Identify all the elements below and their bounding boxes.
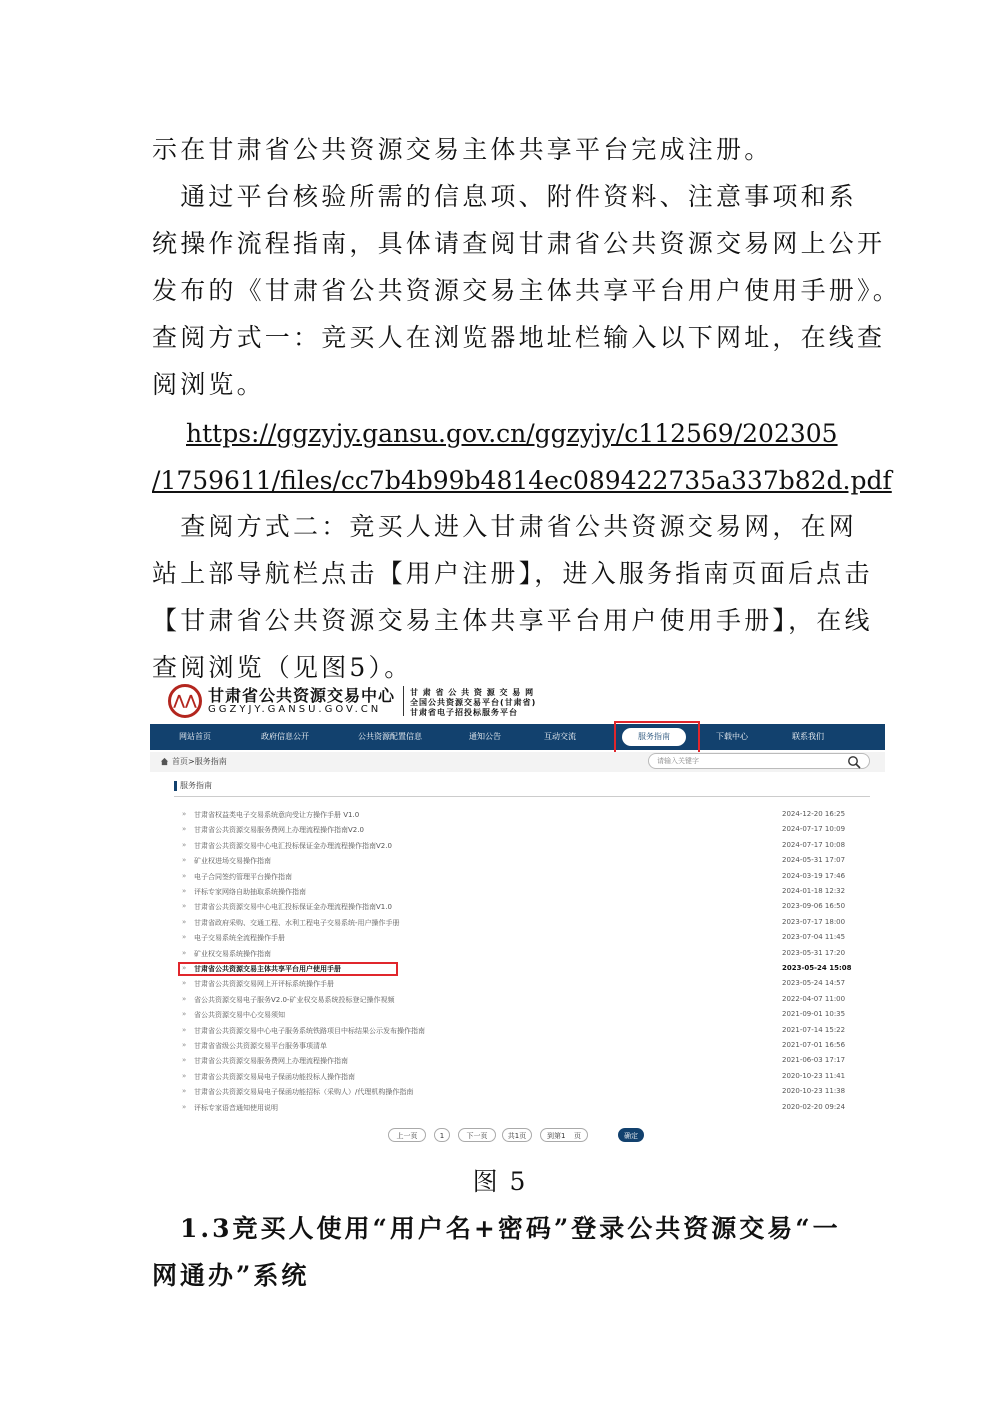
logo-divider bbox=[403, 686, 404, 716]
url-link-line[interactable]: https://ggzyjy.gansu.gov.cn/ggzyjy/c112569/202305 bbox=[186, 419, 838, 448]
confirm-button[interactable]: 确定 bbox=[618, 1128, 644, 1142]
panel-title-marker bbox=[174, 781, 177, 791]
bullet-icon: » bbox=[182, 887, 187, 895]
nav-highlight-box bbox=[614, 721, 700, 754]
list-item-date: 2023-05-24 15:08 bbox=[782, 964, 852, 972]
list-item-date: 2021-09-01 10:35 bbox=[782, 1010, 846, 1019]
nav-item-gov-info[interactable]: 政府信息公开 bbox=[261, 732, 309, 741]
list-item[interactable] bbox=[170, 1103, 870, 1117]
paragraph-line: 阅浏览。 bbox=[152, 370, 265, 399]
nav-item-downloads[interactable]: 下载中心 bbox=[716, 732, 748, 741]
bullet-icon: » bbox=[182, 871, 187, 880]
list-item[interactable] bbox=[170, 1056, 870, 1070]
list-item-title[interactable]: 甘肃省公共资源交易中心电子服务系统铁路项目中标结果公示发布操作指南 bbox=[194, 1026, 425, 1035]
list-item-title[interactable]: 甘肃省公共资源交易服务费网上办理流程操作指南V2.0 bbox=[194, 826, 364, 835]
list-item-title[interactable]: 甘肃省公共资源交易服务费网上办理流程操作指南 bbox=[194, 1057, 348, 1066]
list-item[interactable] bbox=[170, 949, 870, 963]
nav-item-contact[interactable]: 联系我们 bbox=[792, 732, 824, 741]
paragraph-line: 示在甘肃省公共资源交易主体共享平台完成注册。 bbox=[152, 135, 773, 164]
list-item-date: 2020-10-23 11:41 bbox=[782, 1071, 846, 1080]
list-item-title[interactable]: 甘肃省公共资源交易局电子保函功能投标人操作指南 bbox=[194, 1072, 355, 1081]
list-item-date: 2022-04-07 11:00 bbox=[782, 994, 846, 1003]
list-item-date: 2023-09-06 16:50 bbox=[782, 902, 846, 911]
figure-website-screenshot bbox=[150, 680, 885, 1150]
logo-subtitle: 全国公共资源交易平台(甘肃省) bbox=[410, 698, 537, 707]
paragraph-line: 站上部导航栏点击【用户注册】，进入服务指南页面后点击 bbox=[152, 559, 873, 588]
list-item-title[interactable]: 电子交易系统全流程操作手册 bbox=[194, 934, 285, 943]
list-item-date: 2024-05-31 17:07 bbox=[782, 856, 846, 865]
paragraph-line: 查阅方式一：竞买人在浏览器地址栏输入以下网址，在线查 bbox=[152, 323, 886, 352]
total-pages-label: 共1页 bbox=[502, 1128, 532, 1142]
bullet-icon: » bbox=[182, 1102, 187, 1111]
nav-item-notices[interactable]: 通知公告 bbox=[469, 732, 501, 741]
list-item-title[interactable]: 甘肃省公共资源交易中心电汇投标保证金办理流程操作指南V1.0 bbox=[194, 903, 392, 912]
bullet-icon: » bbox=[182, 933, 187, 942]
list-item-title[interactable]: 甘肃省公共资源交易中心电汇投标保证金办理流程操作指南V2.0 bbox=[194, 841, 392, 850]
paragraph-line: 查阅浏览（见图5）。 bbox=[152, 653, 413, 682]
bullet-icon: » bbox=[182, 810, 187, 818]
bullet-icon: » bbox=[182, 1041, 187, 1049]
list-item[interactable] bbox=[170, 872, 870, 886]
list-item-title[interactable]: 电子合同签约管理平台操作指南 bbox=[194, 872, 292, 881]
pagination bbox=[150, 1128, 885, 1144]
goto-page-label: 到第1 bbox=[547, 1132, 566, 1140]
goto-page-unit: 页 bbox=[574, 1132, 581, 1140]
list-item-date: 2023-05-24 14:57 bbox=[782, 979, 846, 988]
logo-subtitle: 甘 肃 省 公 共 资 源 交 易 网 bbox=[410, 688, 535, 697]
list-item-title[interactable]: 甘肃省权益类电子交易系统意向受让方操作手册 V1.0 bbox=[194, 811, 360, 819]
next-page-button[interactable]: 下一页 bbox=[458, 1128, 496, 1142]
list-item[interactable] bbox=[170, 1010, 870, 1024]
list-item[interactable] bbox=[170, 856, 870, 870]
list-item[interactable] bbox=[170, 979, 870, 993]
bullet-icon: » bbox=[182, 948, 187, 957]
bullet-icon: » bbox=[182, 1056, 187, 1065]
page-number-button[interactable]: 1 bbox=[434, 1128, 450, 1142]
bullet-icon: » bbox=[182, 856, 187, 865]
bullet-icon: » bbox=[182, 825, 187, 834]
logo-subtitle: 甘肃省电子招投标服务平台 bbox=[410, 708, 518, 717]
bullet-icon: » bbox=[182, 917, 187, 926]
list-item-title[interactable]: 甘肃省政府采购、交通工程、水利工程电子交易系统-用户操作手册 bbox=[194, 918, 400, 927]
bullet-icon: » bbox=[182, 1071, 187, 1080]
list-item-title[interactable]: 甘肃省公共资源交易局电子保函功能招标（采购人）/代理机构操作指南 bbox=[194, 1088, 414, 1097]
list-item-date: 2021-07-14 15:22 bbox=[782, 1025, 846, 1034]
list-item-date: 2024-03-19 17:46 bbox=[782, 871, 846, 880]
logo-domain: GGZYJY.GANSU.GOV.CN bbox=[208, 704, 382, 715]
list-item-date: 2024-12-20 16:25 bbox=[782, 810, 846, 818]
list-item[interactable] bbox=[170, 810, 870, 824]
bullet-icon: » bbox=[182, 840, 187, 849]
list-item[interactable] bbox=[170, 1026, 870, 1040]
section-heading-line: 1.3竞买人使用“用户名+密码”登录公共资源交易“一 bbox=[152, 1214, 841, 1243]
list-item-date: 2020-10-23 11:38 bbox=[782, 1087, 846, 1096]
search-icon[interactable] bbox=[847, 755, 861, 769]
search-input[interactable] bbox=[648, 753, 870, 769]
url-link-line[interactable]: /1759611/files/cc7b4b99b4814ec089422735a337b82d.pdf bbox=[152, 466, 892, 495]
list-item-title[interactable]: 甘肃省公共资源交易主体共享平台用户使用手册 bbox=[194, 965, 341, 973]
list-item-title[interactable]: 矿业权交易系统操作指南 bbox=[194, 949, 271, 958]
breadcrumb[interactable]: 首页>服务指南 bbox=[172, 757, 227, 766]
paragraph-line: 统操作流程指南，具体请查阅甘肃省公共资源交易网上公开 bbox=[152, 229, 886, 258]
list-item-title[interactable]: 省公共资源交易电子服务V2.0-矿业权交易系统投标登记操作视频 bbox=[194, 995, 395, 1004]
list-item[interactable] bbox=[170, 902, 870, 916]
figure-caption: 图 5 bbox=[472, 1167, 528, 1196]
nav-item-interaction[interactable]: 互动交流 bbox=[544, 732, 576, 741]
bullet-icon: » bbox=[182, 964, 187, 972]
bullet-icon: » bbox=[182, 979, 187, 988]
list-item-date: 2023-07-17 18:00 bbox=[782, 917, 846, 926]
list-item[interactable] bbox=[170, 933, 870, 947]
list-item[interactable] bbox=[170, 1087, 870, 1101]
list-item-title[interactable]: 省公共资源交易中心交易须知 bbox=[194, 1011, 285, 1020]
list-item-title[interactable]: 评标专家语音通知使用说明 bbox=[194, 1103, 278, 1112]
list-item-title[interactable]: 甘肃省省级公共资源交易平台服务事项清单 bbox=[194, 1042, 327, 1050]
list-item-date: 2024-07-17 10:08 bbox=[782, 840, 846, 849]
main-nav bbox=[150, 724, 885, 750]
bullet-icon: » bbox=[182, 1010, 187, 1019]
list-item-date: 2023-07-04 11:45 bbox=[782, 933, 846, 942]
list-item[interactable] bbox=[170, 1072, 870, 1086]
list-item-date: 2021-07-01 16:56 bbox=[782, 1041, 846, 1049]
list-item-date: 2024-01-18 12:32 bbox=[782, 887, 846, 895]
list-item[interactable] bbox=[170, 1041, 870, 1055]
bullet-icon: » bbox=[182, 1087, 187, 1096]
bullet-icon: » bbox=[182, 902, 187, 911]
home-icon bbox=[160, 757, 169, 766]
section-heading-line: 网通办”系统 bbox=[152, 1261, 310, 1290]
list-item[interactable] bbox=[170, 918, 870, 932]
paragraph-line: 查阅方式二：竞买人进入甘肃省公共资源交易网，在网 bbox=[152, 512, 858, 541]
list-item-date: 2020-02-20 09:24 bbox=[782, 1102, 846, 1111]
paragraph-line: 发布的《甘肃省公共资源交易主体共享平台用户使用手册》。 bbox=[152, 276, 901, 305]
paragraph-line: 【甘肃省公共资源交易主体共享平台用户使用手册】，在线 bbox=[152, 606, 873, 635]
list-item-title[interactable]: 评标专家网络自助抽取系统操作指南 bbox=[194, 888, 306, 896]
row-highlight-box bbox=[178, 962, 398, 976]
list-item[interactable] bbox=[170, 841, 870, 855]
logo-emblem-icon: ⋀⋀ bbox=[168, 684, 202, 718]
list-item-date: 2021-06-03 17:17 bbox=[782, 1056, 846, 1065]
bullet-icon: » bbox=[182, 1025, 187, 1034]
paragraph-line: 通过平台核验所需的信息项、附件资料、注意事项和系 bbox=[152, 182, 858, 211]
divider bbox=[174, 796, 870, 797]
service-guide-panel bbox=[170, 776, 870, 1120]
list-item[interactable] bbox=[170, 887, 870, 901]
nav-item-service-guide[interactable]: 服务指南 bbox=[622, 728, 686, 746]
prev-page-button[interactable]: 上一页 bbox=[388, 1128, 426, 1142]
panel-title: 服务指南 bbox=[180, 781, 212, 790]
bullet-icon: » bbox=[182, 994, 187, 1003]
nav-item-resource-info[interactable]: 公共资源配置信息 bbox=[358, 732, 422, 741]
list-item-date: 2023-05-31 17:20 bbox=[782, 948, 846, 957]
list-item-date: 2024-07-17 10:09 bbox=[782, 825, 846, 834]
site-header bbox=[150, 680, 885, 722]
search-placeholder: 请输入关键字 bbox=[657, 757, 699, 765]
list-item[interactable] bbox=[170, 825, 870, 839]
goto-page-input[interactable] bbox=[540, 1128, 588, 1142]
list-item-title[interactable]: 甘肃省公共资源交易网上开评标系统操作手册 bbox=[194, 980, 334, 989]
nav-item-home[interactable]: 网站首页 bbox=[179, 732, 211, 741]
list-item[interactable] bbox=[170, 995, 870, 1009]
list-item-title[interactable]: 矿业权进场交易操作指南 bbox=[194, 857, 271, 866]
logo-title: 甘肃省公共资源交易中心 bbox=[208, 686, 396, 705]
